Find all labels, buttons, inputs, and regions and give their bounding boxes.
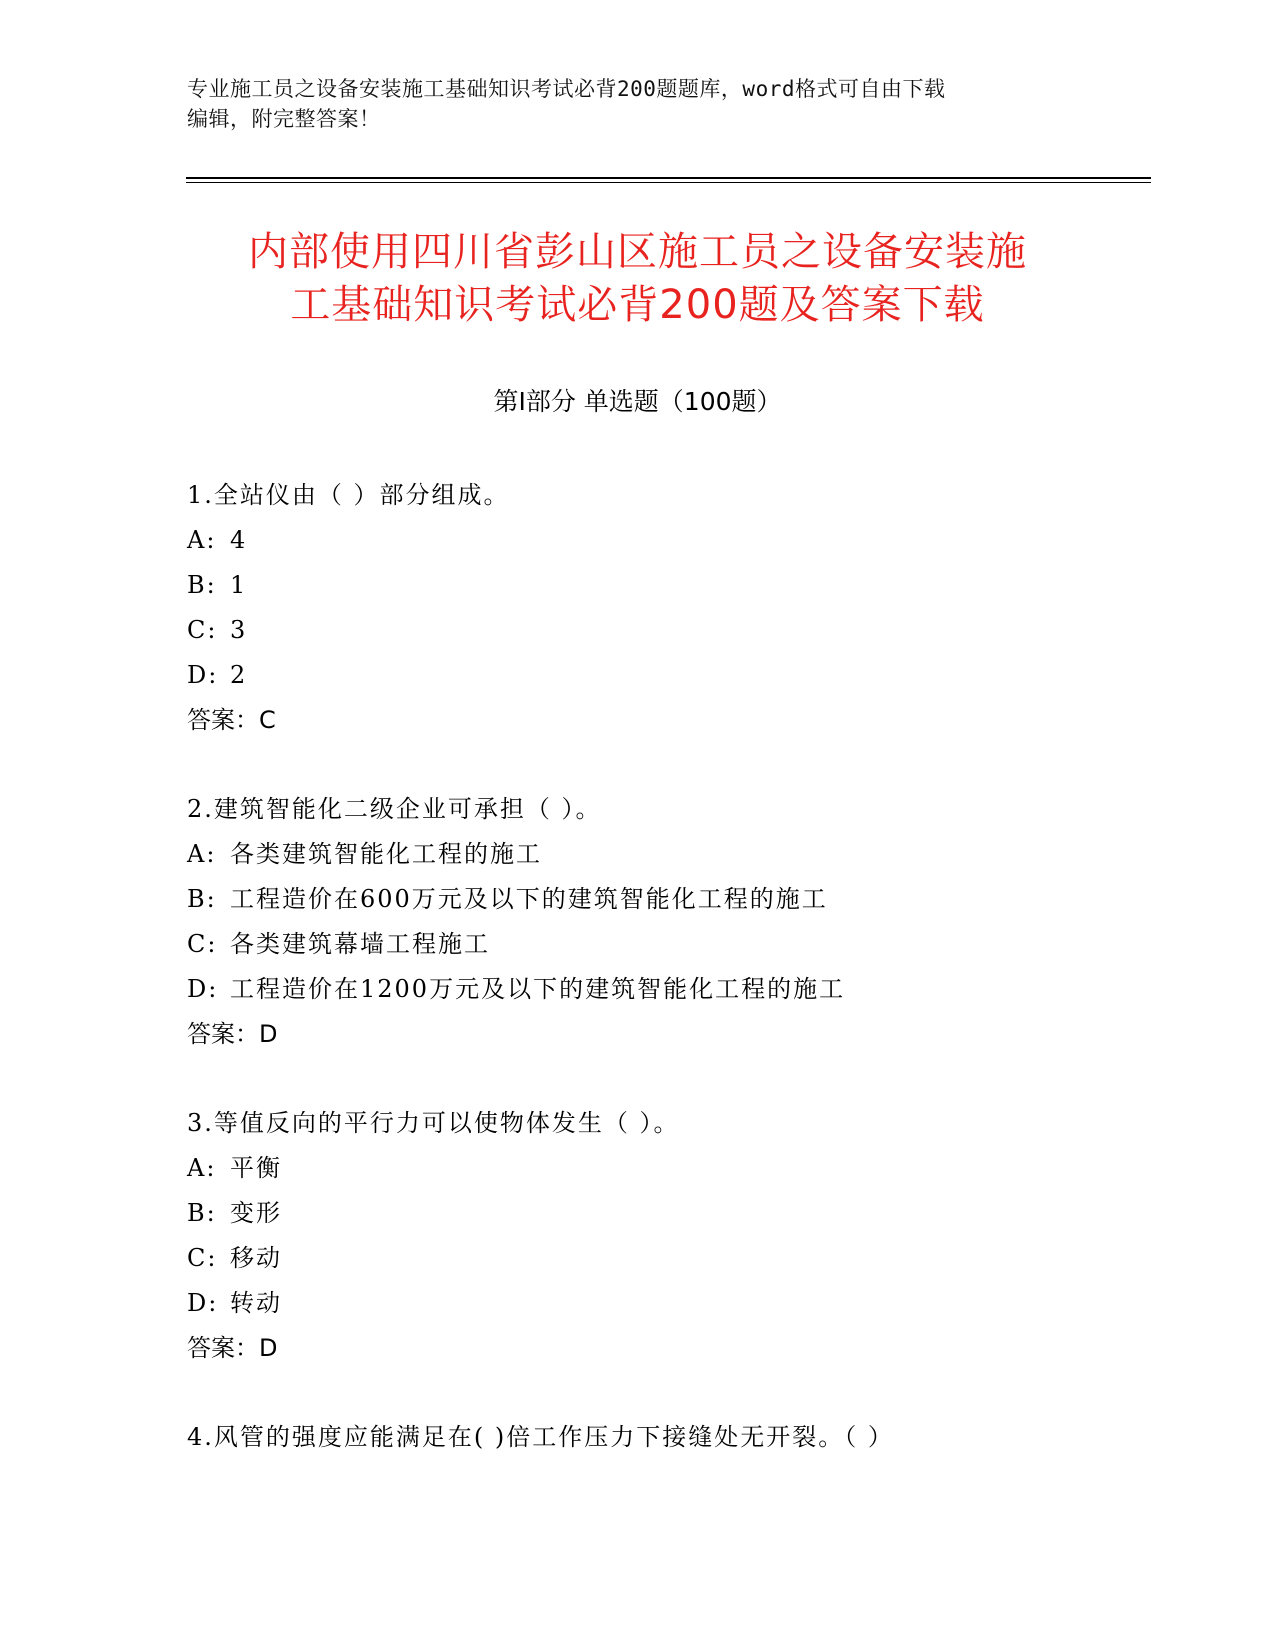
header-divider-thin — [186, 182, 1151, 183]
question-item — [187, 473, 1147, 743]
answer-line — [187, 1012, 1147, 1057]
option-text: 工程造价在600万元及以下的建筑智能化工程的施工 — [230, 885, 828, 913]
question-item — [187, 1415, 1147, 1460]
option-row — [187, 967, 1147, 1012]
option-letter: B: — [187, 571, 217, 599]
option-letter: B: — [187, 1199, 217, 1227]
option-text: 移动 — [230, 1244, 282, 1272]
option-letter: A: — [187, 1154, 217, 1182]
option-row — [187, 1146, 1147, 1191]
option-row — [187, 877, 1147, 922]
section-heading: 第Ⅰ部分 单选题（100题） — [493, 387, 782, 416]
answer-value: D — [259, 1334, 278, 1362]
option-letter: C: — [187, 1244, 218, 1272]
answer-prefix: 答案： — [187, 706, 259, 734]
answer-prefix: 答案： — [187, 1020, 259, 1048]
option-text: 各类建筑幕墙工程施工 — [230, 930, 490, 958]
document-title-line-1: 内部使用四川省彭山区施工员之设备安装施 — [248, 229, 1027, 275]
option-text: 转动 — [230, 1289, 282, 1317]
option-letter: B: — [187, 885, 217, 913]
option-letter: D: — [187, 661, 219, 689]
answer-line — [187, 1326, 1147, 1371]
answer-prefix: 答案： — [187, 1334, 259, 1362]
answer-value: C — [259, 706, 276, 734]
option-text: 1 — [230, 571, 248, 599]
option-letter: D: — [187, 1289, 219, 1317]
option-row — [187, 608, 1147, 653]
answer-value: D — [259, 1020, 278, 1048]
option-row — [187, 518, 1147, 563]
option-row — [187, 922, 1147, 967]
option-letter: D: — [187, 975, 219, 1003]
option-text: 各类建筑智能化工程的施工 — [230, 840, 542, 868]
header-note-line-2: 编辑，附完整答案！ — [187, 107, 381, 131]
option-letter: A: — [187, 526, 217, 554]
document-title — [120, 226, 1155, 332]
question-list — [187, 473, 1147, 1504]
option-row — [187, 1236, 1147, 1281]
option-text: 工程造价在1200万元及以下的建筑智能化工程的施工 — [230, 975, 846, 1003]
question-stem: 1.全站仪由（ ）部分组成。 — [187, 481, 510, 509]
header-note — [187, 74, 1087, 134]
option-row — [187, 563, 1147, 608]
option-text: 4 — [230, 526, 248, 554]
option-letter: C: — [187, 616, 218, 644]
option-text: 变形 — [230, 1199, 282, 1227]
option-row — [187, 1281, 1147, 1326]
option-text: 平衡 — [230, 1154, 282, 1182]
question-stem: 2.建筑智能化二级企业可承担（ ）。 — [187, 795, 602, 823]
question-item — [187, 1101, 1147, 1371]
option-text: 2 — [230, 661, 248, 689]
question-item — [187, 787, 1147, 1057]
option-row — [187, 653, 1147, 698]
answer-line — [187, 698, 1147, 743]
header-divider-thick — [186, 177, 1151, 179]
option-row — [187, 1191, 1147, 1236]
option-letter: A: — [187, 840, 217, 868]
question-stem: 4.风管的强度应能满足在( )倍工作压力下接缝处无开裂。（ ） — [187, 1423, 894, 1451]
document-title-line-2: 工基础知识考试必背200题及答案下载 — [290, 282, 985, 328]
option-letter: C: — [187, 930, 218, 958]
header-note-line-1: 专业施工员之设备安装施工基础知识考试必背200题题库，word格式可自由下载 — [187, 77, 946, 101]
option-text: 3 — [230, 616, 248, 644]
option-row — [187, 832, 1147, 877]
question-stem: 3.等值反向的平行力可以使物体发生（ ）。 — [187, 1109, 680, 1137]
